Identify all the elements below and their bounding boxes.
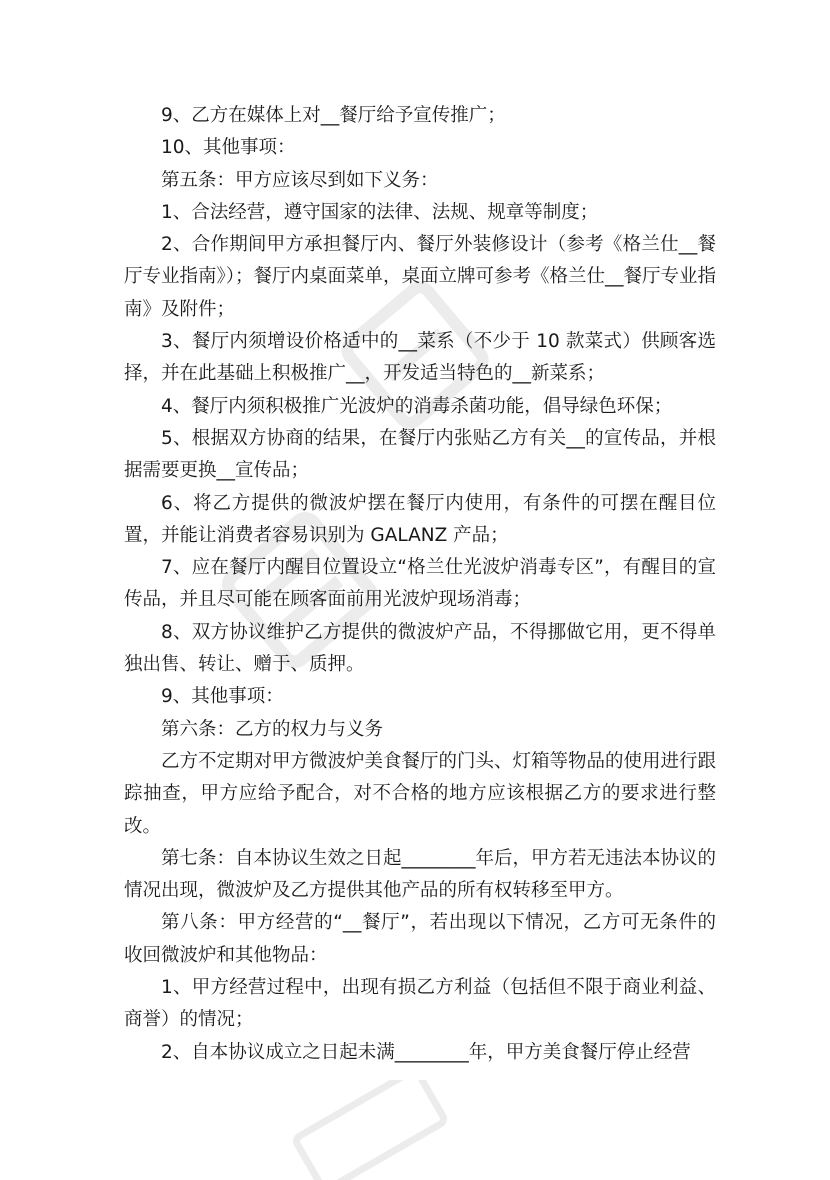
- paragraph: 9、其他事项：: [161, 686, 284, 708]
- paragraph: 5、根据双方协商的结果，在餐厅内张贴乙方有关__的宣传品，并根据需要更换__宣传品；: [124, 427, 716, 482]
- paragraph: 6、将乙方提供的微波炉摆在餐厅内使用，有条件的可摆在醒目位置，并能让消费者容易识别为 GALANZ 产品；: [124, 492, 716, 546]
- paragraph: 第七条：自本协议生效之日起________年后，甲方若无违法本协议的情况出现，微波炉及乙方提供其他产品的所有权转移至甲方。: [124, 847, 717, 902]
- paragraph: 8、双方协议维护乙方提供的微波炉产品，不得挪做它用，更不得单独出售、转让、赠于、质押。: [124, 621, 716, 676]
- paragraph: 7、应在餐厅内醒目位置设立“格兰仕光波炉消毒专区”，有醒目的宣传品，并且尽可能在顾客面前用光波炉现场消毒；: [124, 557, 716, 611]
- paragraph: 1、合法经营，遵守国家的法律、法规、规章等制度；: [161, 201, 599, 223]
- paragraph: 10、其他事项：: [161, 137, 296, 159]
- document-body: [124, 100, 716, 1069]
- paragraph: 9、乙方在媒体上对__餐厅给予宣传推广；: [161, 105, 506, 126]
- paragraph: 第五条：甲方应该尽到如下义务：: [161, 169, 439, 191]
- paragraph: 第六条：乙方的权力与义务: [161, 718, 384, 740]
- paragraph: 1、甲方经营过程中，出现有损乙方利益（包括但不限于商业利益、商誉）的情况；: [124, 977, 716, 1031]
- paragraph: 2、合作期间甲方承担餐厅内、餐厅外装修设计（参考《格兰仕__餐厅专业指南》）；餐厅内桌面菜单，桌面立牌可参考《格兰仕__餐厅专业指南》及附件；: [124, 234, 717, 320]
- paragraph: 4、餐厅内须积极推广光波炉的消毒杀菌功能，倡导绿色环保；: [161, 395, 673, 417]
- paragraph: 3、餐厅内须增设价格适中的__菜系（不少于 10 款菜式）供顾客选择，并在此基础上积极推广__，开发适当特色的__新菜系；: [124, 331, 716, 385]
- paragraph: 2、自本协议成立之日起未满________年，甲方美食餐厅停止经营: [161, 1041, 691, 1063]
- paragraph: 乙方不定期对甲方微波炉美食餐厅的门头、灯箱等物品的使用进行跟踪抽查，甲方应给予配合，对不合格的地方应该根据乙方的要求进行整改。: [124, 750, 717, 837]
- paragraph: 第八条：甲方经营的“__餐厅”，若出现以下情况，乙方可无条件的收回微波炉和其他物品：: [124, 912, 716, 966]
- watermark-stamp-icon: [260, 1080, 480, 1180]
